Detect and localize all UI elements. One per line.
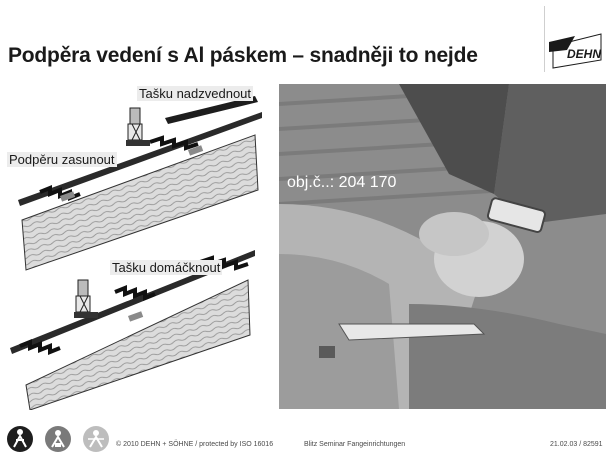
- conductor-holder-upper: [126, 108, 150, 146]
- footer-copyright: © 2010 DEHN + SÖHNE / protected by ISO 16016: [116, 441, 274, 448]
- logo-area: [544, 6, 607, 72]
- label-press-tile: Tašku domáčknout: [112, 260, 221, 275]
- photo-illustration: [279, 84, 606, 409]
- helmet-person-icon: [44, 425, 72, 453]
- logo-text: DEHN: [567, 47, 602, 61]
- conductor-holder-lower: [74, 280, 98, 318]
- footer-code: 21.02.03 / 82591: [550, 441, 603, 448]
- person-icon: [6, 425, 34, 453]
- slide-title: Podpěra vedení s Al páskem – snadněji to nejde: [8, 44, 478, 67]
- installation-diagram: [0, 80, 280, 410]
- installation-photo: [279, 84, 606, 409]
- safety-person-icon: [82, 425, 110, 453]
- order-number-label: obj.č..: 204 170: [287, 174, 397, 191]
- upper-roof-section: [18, 96, 262, 270]
- dehn-logo: [545, 6, 607, 72]
- footer-seminar: Blitz Seminar Fangeinrichtungen: [304, 441, 406, 448]
- label-lift-tile: Tašku nadzvednout: [139, 86, 252, 101]
- label-insert-support: Podpěru zasunout: [9, 152, 115, 167]
